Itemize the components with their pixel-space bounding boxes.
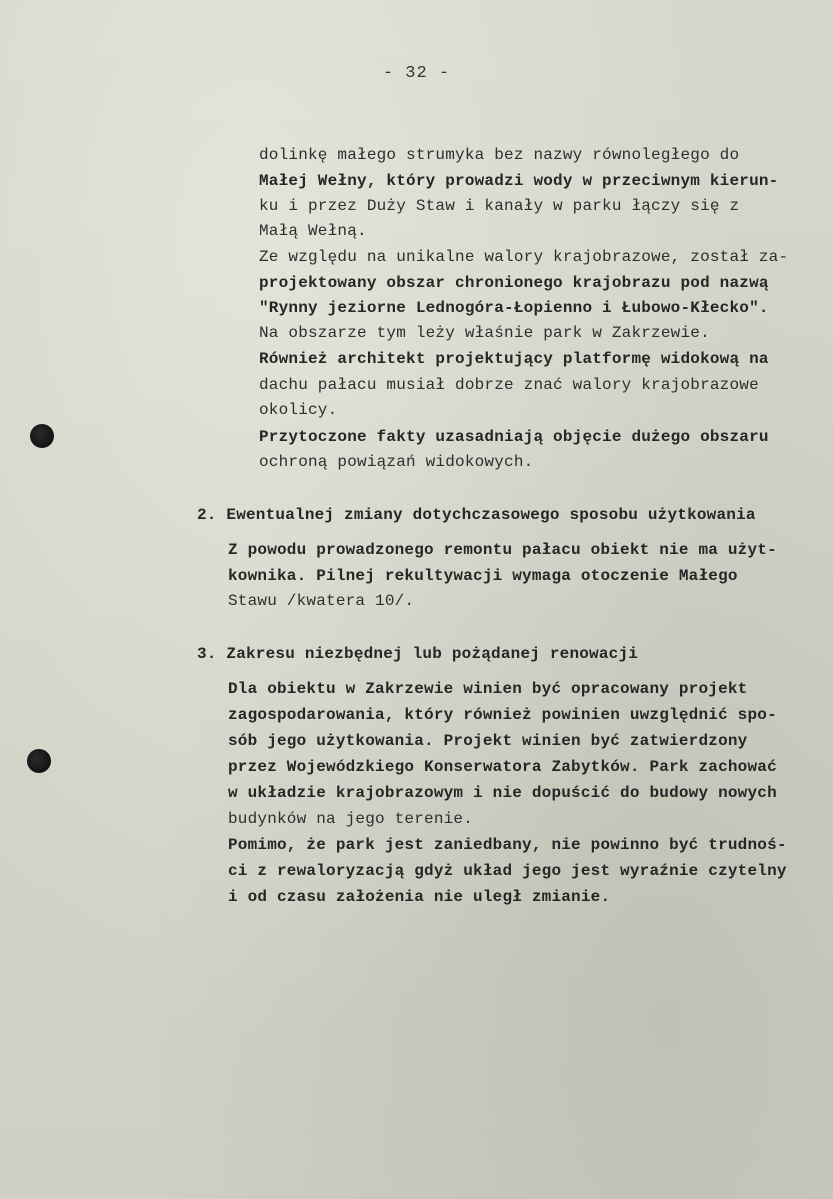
text-line: dachu pałacu musiał dobrze znać walory krajobrazowe [259,376,759,394]
text-line: Na obszarze tym leży właśnie park w Zakrzewie. [259,324,710,342]
text-line: Dla obiektu w Zakrzewie winien być opracowany projekt [228,680,748,698]
text-line: i od czasu założenia nie uległ zmianie. [228,888,611,906]
text-line: Ze względu na unikalne walory krajobrazowe, został za- [259,248,789,266]
section-3-heading: 3. Zakresu niezbędnej lub pożądanej renowacji [197,645,639,663]
text-line: dolinkę małego strumyka bez nazwy równoległego do [259,146,740,164]
punch-hole [30,424,54,448]
text-line: zagospodarowania, który również powinien uwzględnić spo- [228,706,777,724]
text-line: Również architekt projektujący platformę widokową na [259,350,769,368]
text-line: Z powodu prowadzonego remontu pałacu obiekt nie ma użyt- [228,541,777,559]
text-line: "Rynny jeziorne Lednogóra-Łopienno i Łubowo-Kłecko". [259,299,769,317]
text-line: projektowany obszar chronionego krajobrazu pod nazwą [259,274,769,292]
text-line: Przytoczone fakty uzasadniają objęcie dużego obszaru [259,428,769,446]
text-line: Stawu /kwatera 10/. [228,592,415,610]
text-line: przez Wojewódzkiego Konserwatora Zabytków. Park zachować [228,758,777,776]
text-line: ci z rewaloryzacją gdyż układ jego jest wyraźnie czytelny [228,862,787,880]
text-line: Małą Wełną. [259,222,367,240]
text-line: sób jego użytkowania. Projekt winien być zatwierdzony [228,732,748,750]
text-line: Małej Wełny, który prowadzi wody w przeciwnym kierun- [259,172,779,190]
text-line: Pomimo, że park jest zaniedbany, nie powinno być trudnoś- [228,836,787,854]
text-line: kownika. Pilnej rekultywacji wymaga otoczenie Małego [228,567,738,585]
section-2-heading: 2. Ewentualnej zmiany dotychczasowego sposobu użytkowania [197,506,756,524]
page-number: - 32 - [382,64,451,83]
text-line: ochroną powiązań widokowych. [259,453,534,471]
text-line: okolicy. [259,401,338,419]
text-line: budynków na jego terenie. [228,810,474,828]
punch-hole [27,749,51,773]
text-line: ku i przez Duży Staw i kanały w parku łączy się z [259,197,740,215]
text-line: w układzie krajobrazowym i nie dopuścić do budowy nowych [228,784,777,802]
